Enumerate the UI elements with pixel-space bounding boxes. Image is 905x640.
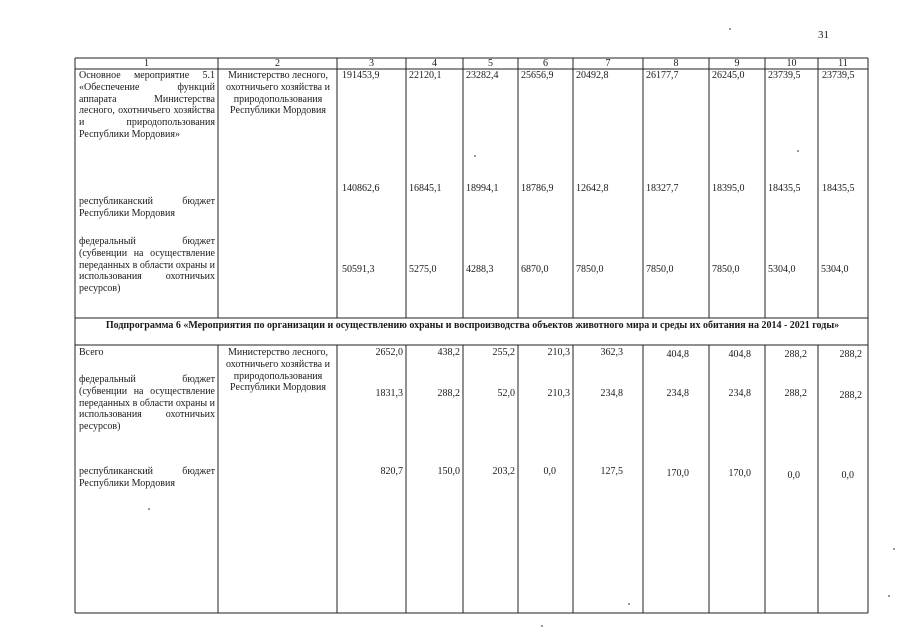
total-value: 288,2 — [839, 349, 862, 360]
republic-value: 127,5 — [600, 466, 623, 477]
scan-speck — [474, 155, 476, 157]
federal-value: 5275,0 — [409, 264, 437, 275]
republic-value: 150,0 — [437, 466, 460, 477]
header-cell-6: 6 — [543, 58, 548, 69]
header-cell-3: 3 — [369, 58, 374, 69]
header-cell-8: 8 — [673, 58, 679, 69]
header-cell-2: 2 — [275, 58, 280, 69]
republic-budget-label: республиканский бюджет Республики Мордовия — [79, 196, 215, 219]
republic-value: 18435,5 — [768, 183, 801, 194]
republic-value: 170,0 — [728, 468, 751, 479]
republic-value: 18395,0 — [712, 183, 745, 194]
header-cell-9: 9 — [734, 58, 740, 69]
republic-value: 18327,7 — [646, 183, 679, 194]
total-value: 25656,9 — [521, 70, 554, 81]
header-cell-4: 4 — [432, 58, 437, 69]
republic-value: 18994,1 — [466, 183, 499, 194]
total-value: 288,2 — [784, 349, 807, 360]
federal-value: 4288,3 — [466, 264, 494, 275]
republic-value: 170,0 — [666, 468, 689, 479]
total-value: 191453,9 — [342, 70, 380, 81]
republic-budget-label: республиканский бюджет Республики Мордовия — [79, 466, 215, 489]
federal-value: 7850,0 — [576, 264, 604, 275]
republic-value: 0,0 — [787, 470, 800, 481]
scan-speck — [888, 595, 890, 597]
federal-value: 5304,0 — [768, 264, 796, 275]
federal-value: 210,3 — [547, 388, 570, 399]
federal-value: 234,8 — [666, 388, 689, 399]
header-cell-1: 1 — [144, 58, 149, 69]
federal-budget-label: федеральный бюджет (субвенции на осуществление переданных в области охраны и использования охотничьих ресурсов) — [79, 374, 215, 433]
total-value: 404,8 — [666, 349, 689, 360]
scan-speck — [541, 625, 543, 627]
scan-speck — [797, 150, 799, 152]
republic-value-wrapped: 18435,5 — [822, 183, 855, 194]
republic-value: 140862,6 — [342, 183, 380, 194]
federal-value: 234,8 — [600, 388, 623, 399]
ministry-label: Министерство лесного, охотничьего хозяйства и природопользования Республики Мордовия — [226, 347, 330, 394]
total-value: 2652,0 — [375, 347, 403, 358]
header-cell-7: 7 — [605, 58, 611, 69]
total-value: 404,8 — [728, 349, 751, 360]
federal-budget-label: федеральный бюджет (субвенции на осуществление переданных в области охраны и использования охотничьих ресурсов) — [79, 236, 215, 295]
republic-value: 0,0 — [543, 466, 556, 477]
federal-value: 234,8 — [728, 388, 751, 399]
federal-value: 5304,0 — [821, 264, 849, 275]
republic-value: 203,2 — [492, 466, 515, 477]
federal-value: 288,2 — [839, 390, 862, 401]
total-value: 26177,7 — [646, 70, 679, 81]
page-number: 31 — [818, 29, 829, 41]
total-value: 210,3 — [547, 347, 570, 358]
federal-value: 7850,0 — [712, 264, 740, 275]
total-value: 22120,1 — [409, 70, 442, 81]
federal-value: 50591,3 — [342, 264, 375, 275]
total-value-wrapped: 23739,5 — [822, 70, 855, 81]
republic-value: 12642,8 — [576, 183, 609, 194]
federal-value: 52,0 — [497, 388, 515, 399]
republic-value: 0,0 — [841, 470, 854, 481]
total-value: 438,2 — [437, 347, 460, 358]
header-cell-11: 11 — [838, 58, 848, 69]
scan-speck — [893, 548, 895, 550]
total-value: 255,2 — [492, 347, 515, 358]
scan-speck — [628, 603, 630, 605]
federal-value: 288,2 — [784, 388, 807, 399]
republic-value: 820,7 — [380, 466, 403, 477]
scan-speck — [148, 508, 150, 510]
total-label: Всего — [79, 347, 104, 358]
total-value: 26245,0 — [712, 70, 745, 81]
federal-value: 6870,0 — [521, 264, 549, 275]
federal-value: 288,2 — [437, 388, 460, 399]
federal-value: 7850,0 — [646, 264, 674, 275]
federal-value: 1831,3 — [375, 388, 403, 399]
subprogram-heading: Подпрограмма 6 «Мероприятия по организации и осуществлению охраны и воспроизводства объектов животного мира и среды их обитания на 2014 - 2021 годы» — [105, 320, 840, 331]
total-value: 362,3 — [600, 347, 623, 358]
total-value: 23282,4 — [466, 70, 499, 81]
scan-speck — [729, 28, 731, 30]
ministry-label: Министерство лесного, охотничьего хозяйства и природопользования Республики Мордовия — [226, 70, 330, 117]
total-value: 20492,8 — [576, 70, 609, 81]
total-value: 23739,5 — [768, 70, 801, 81]
event-title: Основное мероприятие 5.1 «Обеспечение функций аппарата Министерства лесного, охотничьего хозяйства и природопользования Республики Мордовия» — [79, 70, 215, 140]
republic-value: 18786,9 — [521, 183, 554, 194]
header-cell-5: 5 — [488, 58, 493, 69]
republic-value: 16845,1 — [409, 183, 442, 194]
header-cell-10: 10 — [786, 58, 797, 69]
